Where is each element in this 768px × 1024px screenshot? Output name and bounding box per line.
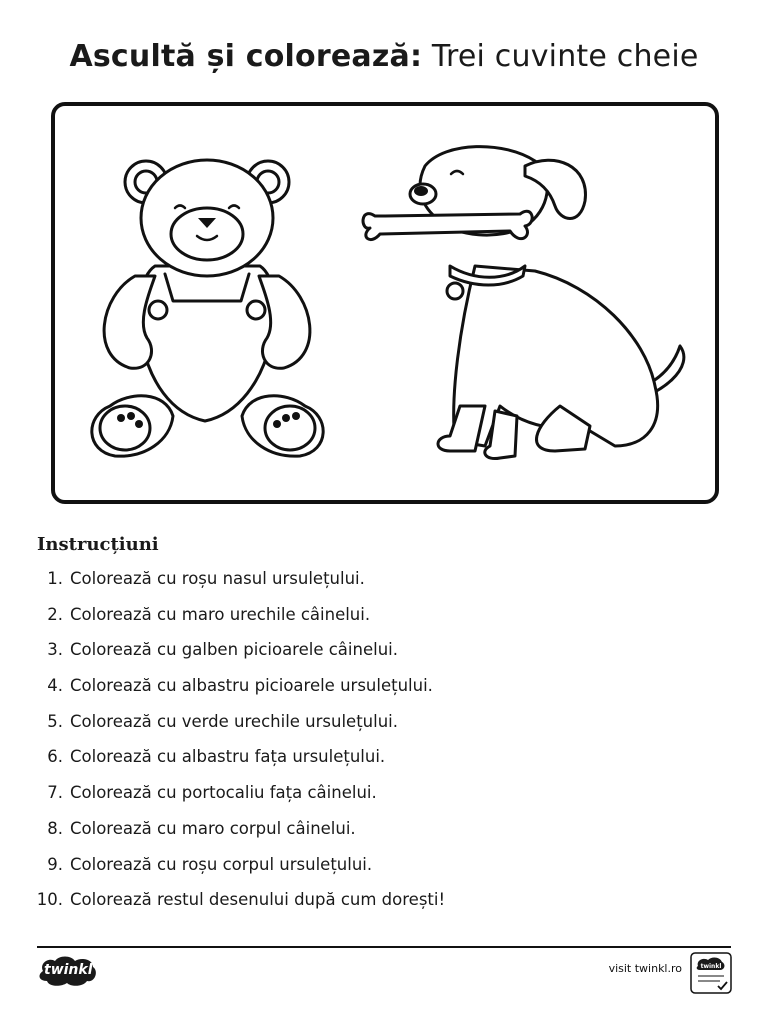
item-text: Colorează cu galben picioarele câinelui. (70, 640, 398, 660)
visit-link[interactable]: visit twinkl.ro (608, 962, 682, 975)
item-number: 10. (36, 890, 63, 910)
item-text: Colorează cu verde urechile ursulețului. (70, 711, 399, 731)
instructions-list (0, 565, 768, 922)
item-text: Colorează cu albastru fața ursulețului. (70, 747, 386, 767)
logo-text: twinkl (44, 962, 93, 978)
item-text: Colorează cu portocaliu fața câinelui. (70, 783, 377, 803)
footer-divider (37, 946, 731, 948)
list-item (0, 886, 768, 922)
dog-icon (363, 147, 684, 459)
instructions-heading: Instrucțiuni (37, 534, 159, 555)
item-number: 7. (47, 783, 63, 803)
item-number: 6. (47, 747, 63, 767)
list-item (0, 636, 768, 672)
page-title (0, 36, 768, 78)
list-item (0, 565, 768, 601)
item-number: 1. (47, 569, 63, 588)
item-number: 2. (47, 604, 63, 624)
item-text: Colorează cu roșu nasul ursulețului. (70, 569, 365, 588)
list-item (0, 708, 768, 744)
item-text: Colorează cu albastru picioarele ursulețului. (70, 676, 433, 696)
illustration-frame (51, 102, 719, 504)
badge-logo-text: twinkl (700, 963, 722, 970)
item-text: Colorează restul desenului după cum dorești! (70, 890, 446, 910)
item-text: Colorează cu maro corpul câinelui. (70, 818, 356, 838)
quality-badge (690, 952, 732, 994)
item-number: 9. (47, 854, 63, 874)
list-item (0, 779, 768, 815)
list-item (0, 851, 768, 887)
item-text: Colorează cu roșu corpul ursulețului. (70, 854, 373, 874)
item-number: 3. (47, 640, 63, 660)
bear-icon (92, 160, 323, 456)
item-number: 8. (47, 818, 63, 838)
item-number: 4. (47, 676, 63, 696)
title-rest: Trei cuvinte cheie (431, 39, 699, 74)
item-text: Colorează cu maro urechile câinelui. (70, 604, 371, 624)
list-item (0, 743, 768, 779)
list-item (0, 601, 768, 637)
illustration (55, 106, 715, 500)
item-number: 5. (47, 711, 63, 731)
list-item (0, 672, 768, 708)
title-bold: Ascultă și colorează: (69, 39, 423, 74)
list-item (0, 815, 768, 851)
